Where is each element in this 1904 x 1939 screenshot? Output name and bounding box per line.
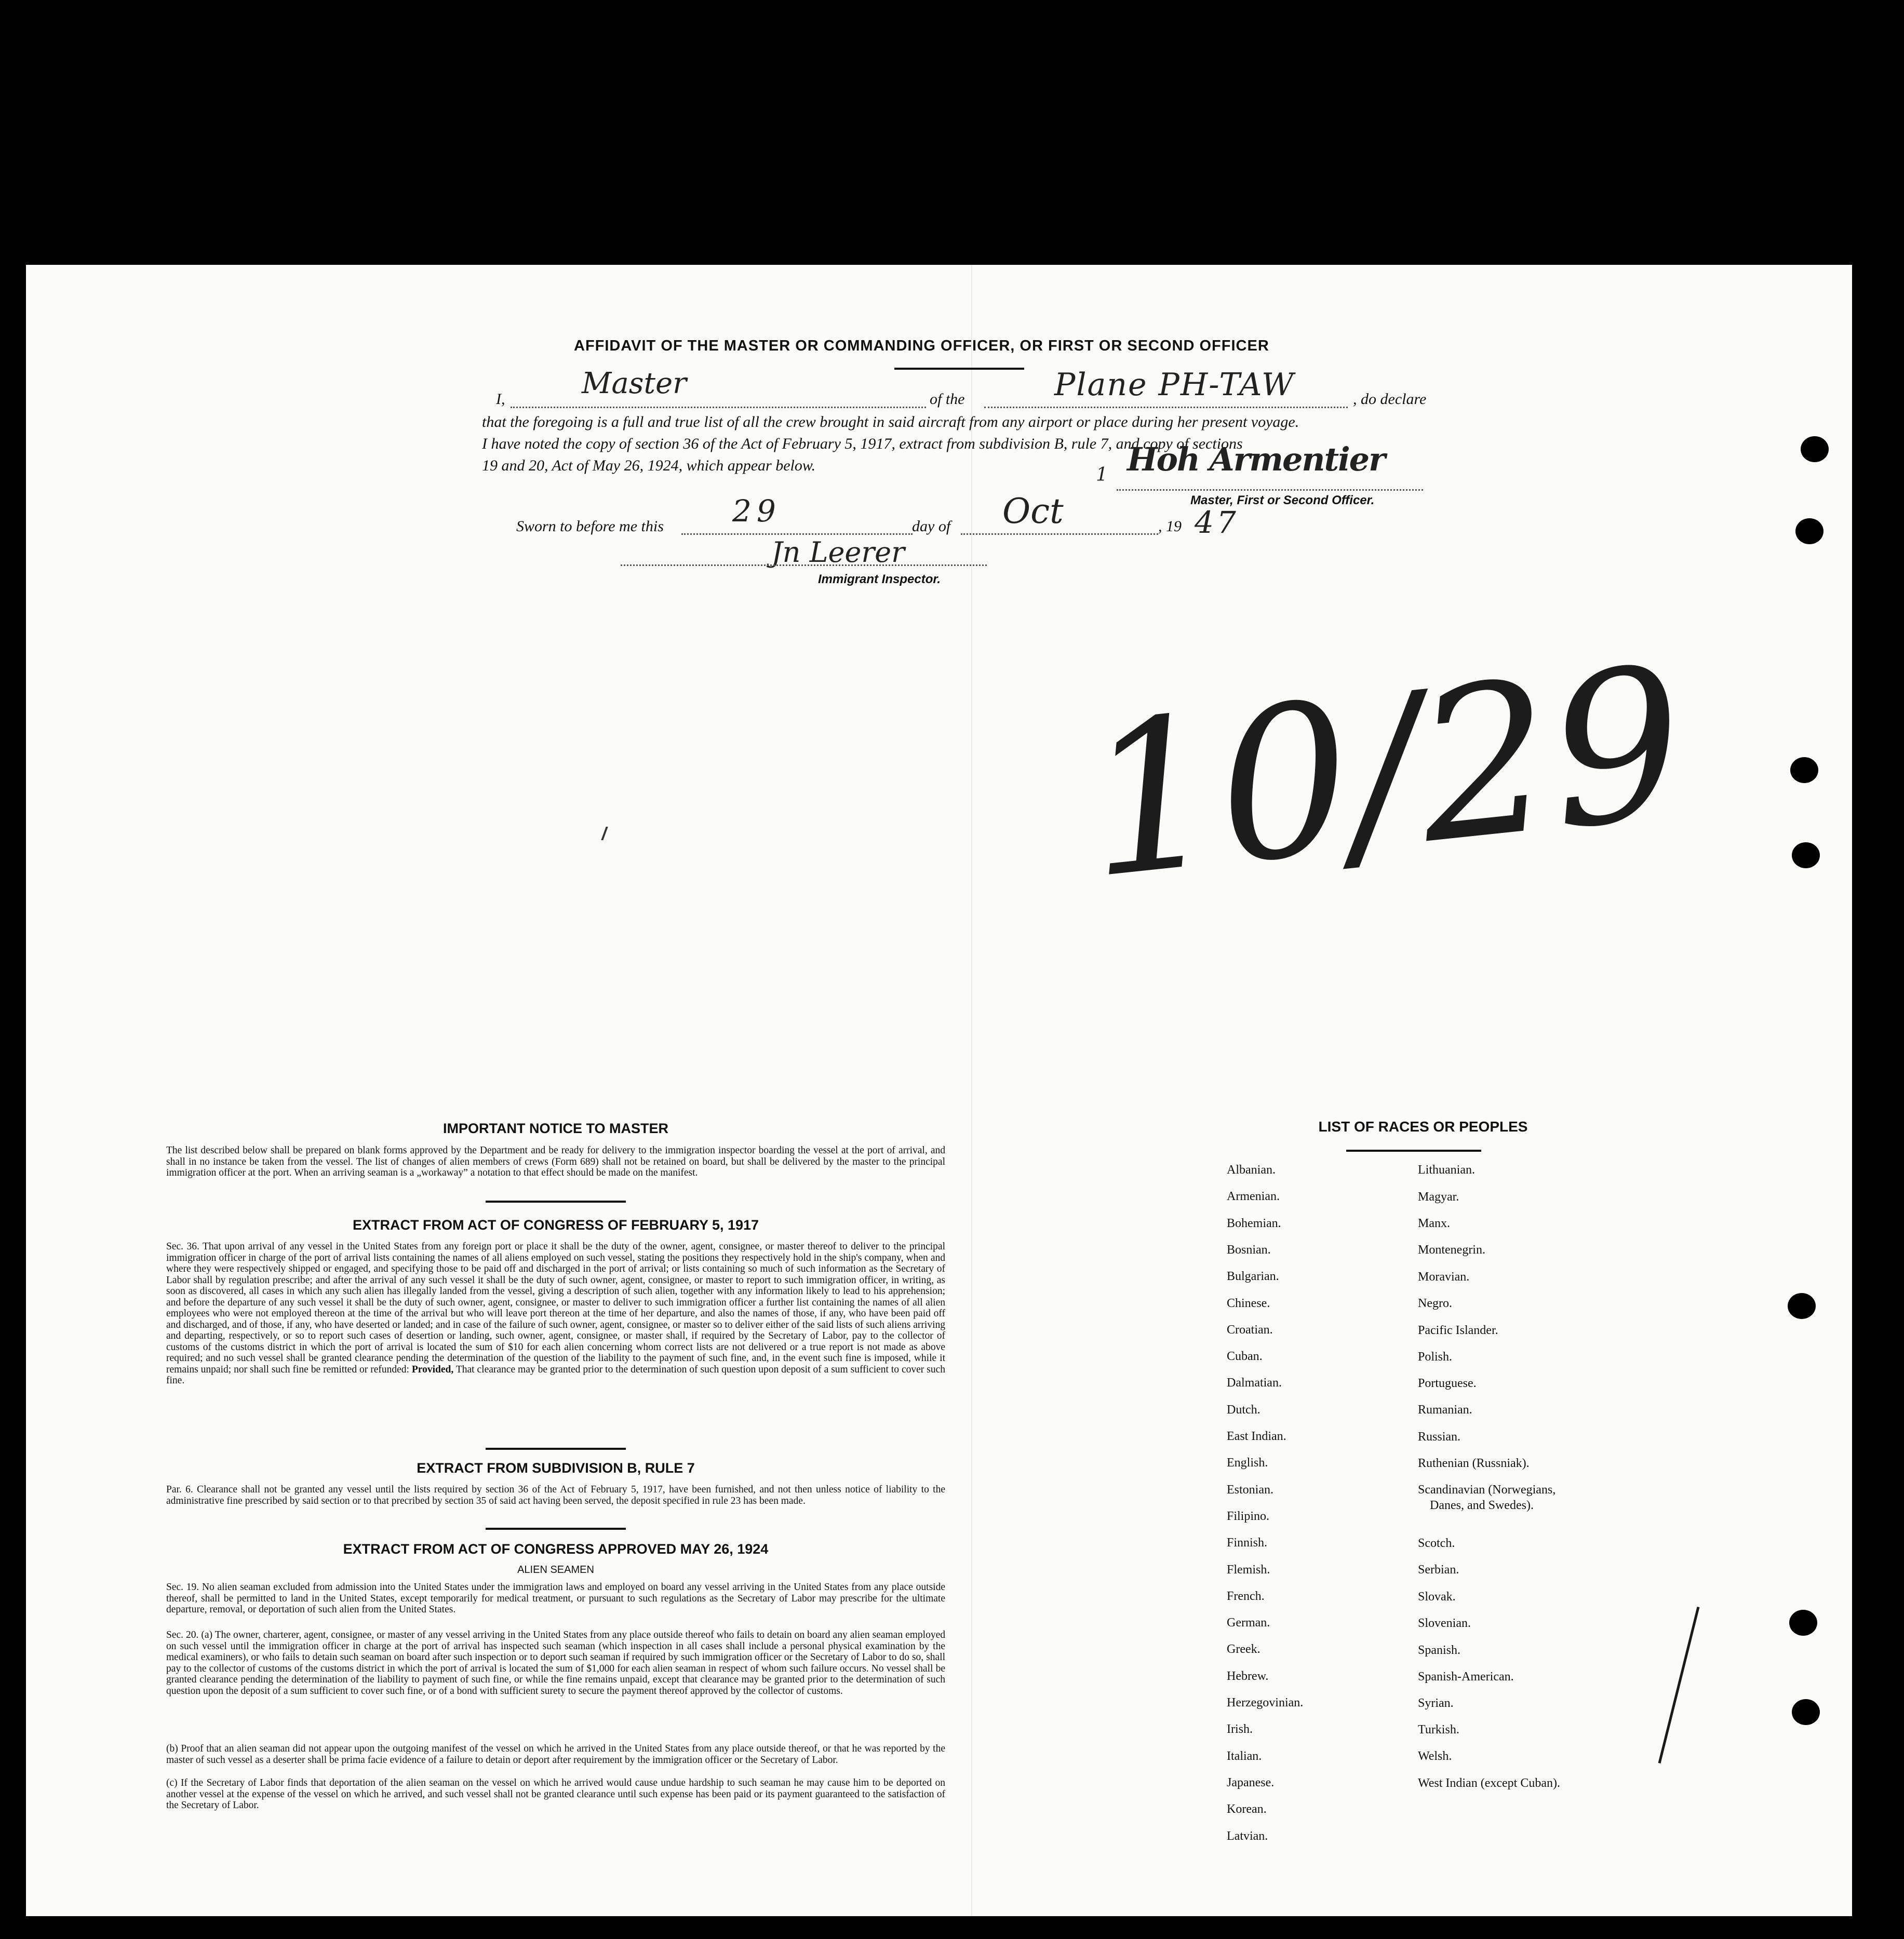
race-item: Chinese. [1227, 1296, 1270, 1310]
handwritten-name: Master [582, 367, 687, 400]
race-item: Herzegovinian. [1227, 1696, 1304, 1709]
punch-hole [1790, 757, 1818, 783]
race-item: Latvian. [1227, 1829, 1268, 1843]
day-line [681, 533, 913, 535]
notice-text: The list described below shall be prepared on blank forms approved by the Department and be ready for delivery to the immigration inspector boarding the vessel at the port of arrival, and shall in no instance be taken from the vessel. The list of changes of alien members of crews (Form 689) shall not be retained on board, but shall be delivered by the master to the principal immigration officer at the port. When an arriving seaman is a „workaway” a notation to that effect should be made on the manifest. [166, 1145, 945, 1178]
race-item: Ruthenian (Russniak). [1418, 1457, 1530, 1470]
handwritten-big-date: 10/29 [1074, 622, 1695, 925]
race-item: Finnish. [1227, 1536, 1268, 1550]
race-item: German. [1227, 1616, 1270, 1630]
notice-title: IMPORTANT NOTICE TO MASTER [443, 1121, 668, 1136]
race-item: Slovak. [1418, 1590, 1456, 1604]
sec36-proviso: Provided, [411, 1364, 454, 1375]
sec20b-text: (b) Proof that an alien seaman did not appear upon the outgoing manifest of the vessel on which he arrived in the United States from any place outside thereof, or that he was reported by the master of such vessel as a deserter shall be prima facie evidence of a failure to detain or deport after requirement by the immigration officer or the Secretary of Labor. [166, 1743, 945, 1766]
extract-1917-rule [486, 1448, 626, 1450]
document-page [26, 265, 1852, 1916]
affidavit-line4: 19 and 20, Act of May 26, 1924, which appear below. [482, 457, 816, 474]
race-item: Flemish. [1227, 1563, 1270, 1577]
year-prefix: , 19 [1158, 518, 1182, 535]
punch-hole [1801, 436, 1829, 462]
race-item: Bosnian. [1227, 1243, 1271, 1257]
race-item: Russian. [1418, 1430, 1461, 1444]
race-item: Negro. [1418, 1297, 1452, 1310]
race-item: Armenian. [1227, 1190, 1280, 1204]
race-item: Italian. [1227, 1749, 1262, 1763]
affidavit-declare-label: , do declare [1353, 391, 1427, 408]
punch-hole [1792, 1699, 1820, 1725]
race-item: Welsh. [1418, 1749, 1452, 1763]
day-of-label: day of [912, 518, 951, 535]
punch-hole [1792, 842, 1820, 868]
punch-hole [1795, 518, 1823, 544]
affidavit-of-the-label: of the [930, 391, 965, 408]
race-item: Estonian. [1227, 1483, 1273, 1497]
race-item: Rumanian. [1418, 1403, 1472, 1417]
sec20a-text: Sec. 20. (a) The owner, charterer, agent, consignee, or master of any vessel arriving in the United States from any place outside thereof who fails to detain on board any alien seaman employed on such vessel until the immigration officer in charge at the port of arrival has inspected such seaman (which inspection in all cases shall include a personal physical examination by the medical examiners), or who fails to detain such seaman on board after such inspection or to deport such seaman if required by such immigration officer or the Secretary of Labor to do so, shall pay to the collector of customs of the customs district in which the port of arrival is located the sum of $1,000 for each alien seaman in respect of whom such failure occurs. No vessel shall be granted clearance pending the determination of the liability to payment of such fine, or while the fine remains unpaid, except that clearance may be granted prior to the determination of such question upon the deposit of a sum sufficient to cover such fine, or of a bond with sufficient surety to secure the payment thereof approved by the collector of customs. [166, 1630, 945, 1696]
handwritten-stroke [1658, 1607, 1700, 1763]
race-item: Filipino. [1227, 1509, 1270, 1523]
handwritten-vessel: Plane PH-TAW [1054, 367, 1295, 403]
race-item: Cuban. [1227, 1350, 1263, 1364]
name-line [511, 407, 926, 408]
handwritten-year: 47 [1195, 505, 1239, 540]
sec36-proviso-rest: That clearance may be granted prior to the determination of such question upon deposit of a sum sufficient to cover such fine. [166, 1364, 945, 1386]
signature-line [1117, 489, 1423, 491]
race-item: Croatian. [1227, 1323, 1273, 1337]
race-item: Slovenian. [1418, 1617, 1471, 1630]
punch-hole [1788, 1293, 1816, 1319]
race-item: Magyar. [1418, 1190, 1459, 1204]
race-item: Manx. [1418, 1217, 1450, 1230]
race-item: West Indian (except Cuban). [1418, 1776, 1560, 1790]
race-item: Korean. [1227, 1802, 1267, 1816]
punch-hole [1789, 1610, 1817, 1636]
race-item: Irish. [1227, 1722, 1253, 1736]
race-item: Dutch. [1227, 1403, 1261, 1417]
vessel-line [984, 407, 1348, 408]
extract-rule7-text: Par. 6. Clearance shall not be granted any vessel until the lists required by section 36 of the Act of February 5, 1917, have been furnished, and not then unless notice of liability to the administrative fine prescribed by said section or to that precribed by section 35 of said act having been served, the deposit specified in rule 23 has been made. [166, 1484, 945, 1506]
handwritten-mark: 1 [1096, 464, 1108, 486]
race-item: Japanese. [1227, 1775, 1275, 1789]
sec20c-text: (c) If the Secretary of Labor finds that deportation of the alien seaman on the vessel on which he arrived would cause undue hardship to such seaman he may cause him to be deported on another vessel at the expense of the vessel on which he arrived, and such vessel shall not be granted clearance until such expense has been paid or its payment guaranteed to the satisfaction of the Secretary of Labor. [166, 1778, 945, 1811]
notice-rule [486, 1201, 626, 1203]
race-item: French. [1227, 1589, 1265, 1603]
race-item: Syrian. [1418, 1696, 1454, 1710]
race-item: Spanish-American. [1418, 1670, 1514, 1684]
race-item: Bohemian. [1227, 1216, 1281, 1230]
extract-1917-text [166, 1241, 945, 1386]
extract-1924-title: EXTRACT FROM ACT OF CONGRESS APPROVED MAY 26, 1924 [343, 1541, 769, 1557]
sec36-body: Sec. 36. That upon arrival of any vessel in the United States from any foreign port or place it shall be the duty of the owner, agent, consignee, or master thereof to deliver to the principal immigration officer in charge of the port of arrival lists containing the names of all aliens employed on such vessel, stating the positions they respectively hold in the ship's company, when and where they were respectively shipped or engaged, and specifying those to be paid off and discharged in the port of arrival; or lists containing so much of such information as the Secretary of Labor shall by regulation prescribe; and after the arrival of any such vessel it shall be the duty of such owner, agent, consignee, or master to report to such immigration officer, in writing, as soon as discovered, all cases in which any such alien has illegally landed from the vessel, giving a description of such alien, together with any information likely to lead to his apprehension; and before the departure of any such vessel it shall be the duty of such owner, agent, consignee, or master to deliver to such immigration officer a further list containing the names of all alien employees who were not employed thereon at the time of the arrival but who will leave port thereon at the time of her departure, and also the names of those, if any, who have been paid off and discharged, and of those, if any, who have deserted or landed; and in case of the failure of such owner, agent, consignee, or master so to deliver either of the said lists of such aliens arriving and departing, respectively, or so to report such cases of desertion or landing, such owner, agent, consignee, or master shall, if required by the Secretary of Labor, pay to the collector of customs of the customs district in which the port of arrival is located the sum of $10 for each alien concerning whom correct lists are not delivered or a true report is not made as above required; and no such vessel shall be granted clearance pending the determination of the question of the liability to the payment of such fine, and, in the event such fine is imposed, while it remains unpaid; nor shall such fine be remitted or refunded: [166, 1241, 945, 1375]
race-item: Serbian. [1418, 1563, 1459, 1577]
race-item: Portuguese. [1418, 1377, 1477, 1390]
handwritten-month: Oct [1002, 491, 1064, 531]
race-item: Hebrew. [1227, 1669, 1269, 1683]
inspector-line [621, 564, 987, 566]
races-rule [1346, 1150, 1481, 1152]
affidavit-line3: I have noted the copy of section 36 of the Act of February 5, 1917, extract from subdivision B, rule 7, and copy of sections [482, 435, 1243, 452]
affidavit-title: AFFIDAVIT OF THE MASTER OR COMMANDING OFFICER, OR FIRST OR SECOND OFFICER [574, 338, 1269, 354]
race-item: East Indian. [1227, 1430, 1286, 1443]
race-item: Dalmatian. [1227, 1376, 1282, 1390]
inspector-caption: Immigrant Inspector. [818, 572, 941, 586]
stray-mark [601, 827, 617, 840]
race-item: Montenegrin. [1418, 1243, 1485, 1257]
race-item: Polish. [1418, 1350, 1453, 1364]
inspector-signature: Jn Leerer [771, 536, 905, 569]
extract-1924-subtitle: ALIEN SEAMEN [517, 1564, 594, 1576]
title-rule [894, 368, 1024, 370]
affidavit-i-label: I, [496, 391, 505, 408]
race-item: Turkish. [1418, 1723, 1459, 1736]
master-signature: Hoh Armentier [1127, 440, 1385, 478]
races-title: LIST OF RACES OR PEOPLES [1318, 1119, 1528, 1135]
race-item: Bulgarian. [1227, 1270, 1279, 1284]
extract-rule7-rule [486, 1528, 626, 1530]
affidavit-line2: that the foregoing is a full and true list of all the crew brought in said aircraft from any airport or place during her present voyage. [482, 413, 1299, 430]
page-fold [971, 265, 972, 1916]
race-item: Greek. [1227, 1642, 1261, 1657]
signature-caption: Master, First or Second Officer. [1190, 493, 1375, 507]
race-item: English. [1227, 1456, 1268, 1470]
month-line [961, 533, 1158, 535]
race-item: Scotch. [1418, 1537, 1455, 1550]
extract-rule7-title: EXTRACT FROM SUBDIVISION B, RULE 7 [417, 1460, 695, 1476]
handwritten-day: 29 [732, 493, 781, 529]
extract-1917-title: EXTRACT FROM ACT OF CONGRESS OF FEBRUARY 5, 1917 [352, 1217, 759, 1233]
race-item: Danes, and Swedes). [1430, 1499, 1534, 1512]
race-item: Lithuanian. [1418, 1163, 1475, 1177]
race-item: Spanish. [1418, 1644, 1461, 1657]
race-item: Pacific Islander. [1418, 1324, 1498, 1337]
sec19-text: Sec. 19. No alien seaman excluded from admission into the United States under the immigration laws and employed on board any vessel arriving in the United States from any place outside thereof, shall be permitted to land in the United States, except temporarily for medical treatment, or pursuant to such regulations as the Secretary of Labor may prescribe for the ultimate departure, removal, or deportation of such alien from the United States. [166, 1582, 945, 1615]
race-item: Moravian. [1418, 1270, 1470, 1284]
race-item: Albanian. [1227, 1163, 1276, 1177]
sworn-label: Sworn to before me this [516, 518, 664, 535]
race-item: Scandinavian (Norwegians, [1418, 1483, 1556, 1497]
